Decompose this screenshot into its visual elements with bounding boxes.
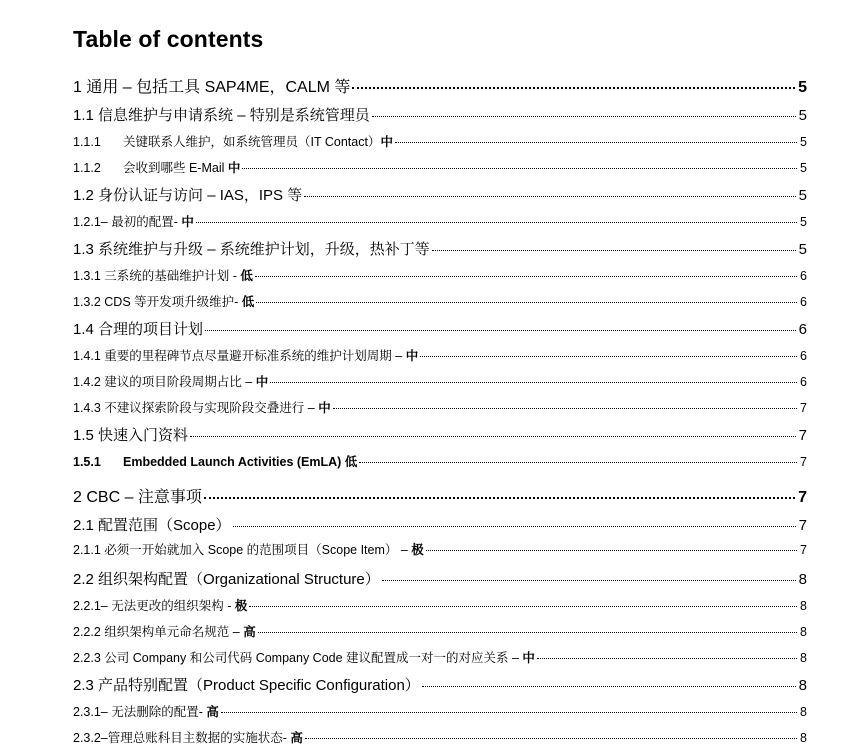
toc-dot-leader [221,712,797,713]
toc-entry-number: 1.1.1 [73,135,101,149]
toc-entry-text [73,212,194,230]
toc-entry-label: 2 CBC – 注意事项 [73,489,202,506]
toc-entry[interactable] [73,132,807,150]
toc-page-number: 5 [800,135,807,149]
toc-entry-text [73,702,219,720]
toc-entry-text [73,452,357,470]
toc-entry[interactable] [73,158,807,176]
toc-page-number: 6 [798,321,807,338]
toc-entry[interactable] [73,184,807,205]
toc-page-number: 7 [798,517,807,534]
toc-dot-leader [233,526,796,527]
toc-entry-priority: 极 [411,543,424,557]
toc-entry-label: 1.2 身份认证与访问 – IAS，IPS 等 [73,187,303,204]
toc-entry-number: 1.1.2 [73,161,101,175]
toc-dot-leader [242,168,797,169]
toc-page-number: 7 [800,543,807,557]
toc-entry-priority: 低 [240,269,253,283]
toc-entry-number: 1.5.1 [73,455,101,469]
toc-dot-leader [426,550,797,551]
toc-entry-text [73,568,380,589]
toc-entry-priority: 中 [380,135,393,149]
toc-entry-text [73,622,256,640]
toc-entry-priority: 中 [318,401,331,415]
toc-entry[interactable] [73,674,807,695]
toc-dot-leader [258,632,797,633]
toc-entry-text [73,372,268,390]
toc-page-number: 8 [800,599,807,613]
toc-page-number: 5 [798,187,807,204]
toc-entry-label: 1.4 合理的项目计划 [73,321,204,338]
toc-entry-priority: 高 [290,731,303,745]
toc-entry-text [73,424,188,445]
toc-entry-priority: 中 [522,651,535,665]
toc-entry-text [73,184,302,205]
toc-page-number: 7 [800,455,807,469]
toc-entry-text [73,292,254,310]
toc-entry[interactable] [73,540,807,558]
toc-entry[interactable] [73,622,807,640]
toc-dot-leader [432,250,796,251]
toc-entry-label: 关键联系人维护，如系统管理员（IT Contact） [123,135,381,149]
toc-entry[interactable] [73,398,807,416]
toc-page-number: 5 [800,161,807,175]
toc-entry-text [73,398,331,416]
toc-dot-leader [382,580,796,581]
toc-entry-label: 1.3 系统维护与升级 – 系统维护计划，升级，热补丁等 [73,241,430,258]
toc-entry-priority: Embedded Launch Activities (EmLA) 低 [123,455,358,469]
toc-entry-label: 2.2.2 组织架构单元命名规范 – [73,625,244,639]
toc-page-number: 5 [798,79,807,96]
toc-entry[interactable] [73,292,807,310]
toc-entry[interactable] [73,514,807,535]
toc-entry-label: 2.1 配置范围（Scope） [73,517,231,534]
toc-dot-leader [255,276,797,277]
toc-dot-leader [372,116,796,117]
toc-entry-priority: 低 [241,295,255,309]
toc-entry[interactable] [73,266,807,284]
toc-entry-text [73,674,420,695]
toc-entry-text [73,514,231,535]
toc-entry-priority: 极 [234,599,248,613]
toc-dot-leader [359,462,797,463]
toc-dot-leader [537,658,797,659]
toc-entry-priority: 中 [181,215,194,229]
toc-entry-priority: 中 [405,349,419,363]
toc-entry[interactable] [73,104,807,125]
toc-entry-text [73,728,303,746]
toc-entry[interactable] [73,318,807,339]
toc-dot-leader [204,497,795,499]
toc-entry-text [73,540,424,558]
toc-entry[interactable] [73,568,807,589]
toc-entry-label: 1.5 快速入门资料 [73,427,189,444]
toc-entry[interactable] [73,212,807,230]
toc-entry[interactable] [73,238,807,259]
toc-entry[interactable] [73,74,807,97]
toc-dot-leader [190,436,796,437]
toc-page-number: 6 [800,295,807,309]
toc-dot-leader [256,302,797,303]
toc-entry[interactable] [73,424,807,445]
toc-entry-label: 2.2.1– 无法更改的组织架构 - [73,599,235,613]
toc-entry-priority: 高 [243,625,256,639]
toc-dot-leader [205,330,796,331]
toc-entry-label: 1.3.1 三系统的基础维护计划 - [73,269,241,283]
toc-page-number: 8 [800,705,807,719]
toc-entry-label: 2.2 组织架构配置（Organizational Structure） [73,571,380,588]
toc-entry[interactable] [73,346,807,364]
toc-page-number: 7 [800,401,807,415]
toc-page-number: 5 [798,107,807,124]
toc-entry-priority: 高 [206,705,219,719]
toc-entry-text [73,104,370,125]
toc-entry[interactable] [73,702,807,720]
toc-entry[interactable] [73,596,807,614]
toc-title: Table of contents [73,26,264,52]
toc-page-number: 8 [798,677,807,694]
toc-entry-text [73,648,535,666]
toc-entry-label: 1.3.2 CDS 等开发项升级维护- [73,295,242,309]
toc-entry-text [73,484,202,507]
toc-entry-label: 2.1.1 必须一开始就加入 Scope 的范围项目（Scope Item） – [73,543,412,557]
toc-entry-label: 1.2.1– 最初的配置- [73,215,182,229]
toc-entry-label: 1.4.2 建议的项目阶段周期占比 – [73,375,256,389]
toc-entry-priority: 中 [227,161,241,175]
toc-dot-leader [305,738,797,739]
toc-entry[interactable] [73,484,807,507]
toc-page-number: 5 [800,215,807,229]
toc-entry-label: 2.3 产品特别配置（Product Specific Configuration） [73,677,420,694]
toc-page-number: 7 [798,427,807,444]
toc-entry-text [73,346,418,364]
toc-dot-leader [196,222,797,223]
toc-dot-leader [270,382,797,383]
toc-page-number: 8 [800,625,807,639]
toc-entry-text [73,132,393,150]
toc-page-number: 6 [800,349,807,363]
toc-entry-text [73,596,247,614]
toc-entry[interactable] [73,452,807,470]
toc-dot-leader [395,142,797,143]
toc-entry-label: 1.4.1 重要的里程碑节点尽量避开标准系统的维护计划周期 – [73,349,406,363]
toc-page-number: 7 [798,489,807,506]
toc-entry[interactable] [73,648,807,666]
toc-entry-label: 1.1 信息维护与申请系统 – 特别是系统管理员 [73,107,370,124]
toc-entry-label: 2.2.3 公司 Company 和公司代码 Company Code 建议配置成一对一的对应关系 – [73,651,523,665]
toc-dot-leader [249,606,797,607]
toc-entry[interactable] [73,728,807,746]
toc-entry-text [73,238,430,259]
toc-dot-leader [333,408,797,409]
toc-dot-leader [352,87,795,89]
toc-entry-label: 1.4.3 不建议探索阶段与实现阶段交叠进行 – [73,401,319,415]
toc-entry-text [73,266,253,284]
toc-page-number: 6 [800,269,807,283]
toc-entry-label: 2.3.2–管理总账科目主数据的实施状态- [73,731,291,745]
toc-page-number: 6 [800,375,807,389]
toc-dot-leader [420,356,797,357]
toc-entry-text [73,158,240,176]
toc-page-number: 5 [798,241,807,258]
toc-entry-text [73,74,350,97]
toc-page-number: 8 [798,571,807,588]
toc-page-number: 8 [800,651,807,665]
toc-entry-label: 1 通用 – 包括工具 SAP4ME，CALM 等 [73,79,351,96]
toc-entry-priority: 中 [255,375,269,389]
toc-entry-text [73,318,203,339]
toc-dot-leader [422,686,796,687]
toc-entry-label: 会收到哪些 E-Mail [123,161,228,175]
toc-page-number: 8 [800,731,807,745]
toc-entry-label: 2.3.1– 无法删除的配置- [73,705,207,719]
toc-dot-leader [304,196,795,197]
toc-entry[interactable] [73,372,807,390]
